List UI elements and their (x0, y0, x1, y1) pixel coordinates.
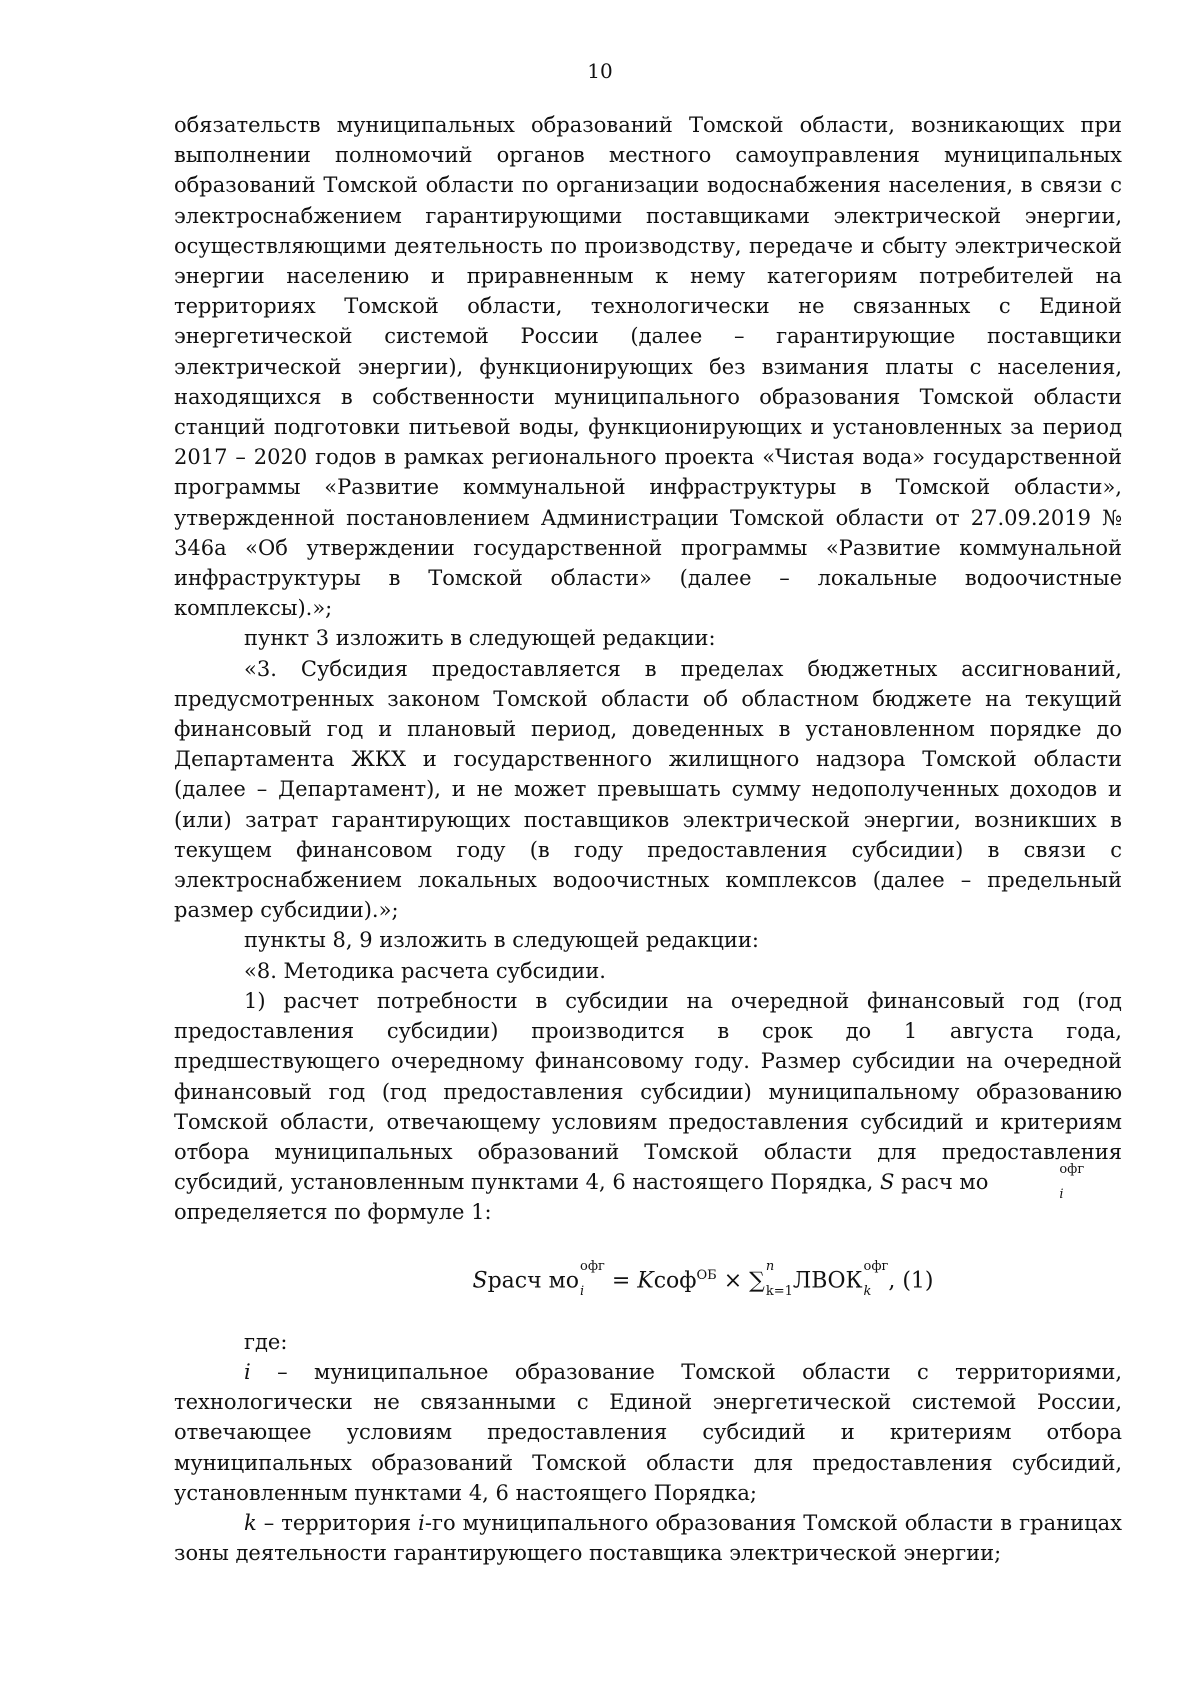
formula-1: Sрасч мо офг i = Kсоф$^{ОБ}$ × ∑ n k=1 ЛВОК офг k , (1) (472, 1258, 934, 1299)
paragraph-continuation: обязательств муниципальных образований Томской области, возникающих при выполнении полномочий органов местного самоуправления муниципальных образований Томской области по организации водоснабжения населения, в связи с электроснабжением гарантирующими поставщиками электрической энергии, осуществляющими деятельность по производству, передаче и сбыту электрической энергии населению и приравненным к нему категориям потребителей на территориях Томской области, технологически не связанных с Единой энергетической системой России (далее – гарантирующие поставщики электрической энергии), функционирующих без взимания платы с населения, находящихся в собственности муниципального образования Томской области станций подготовки питьевой воды, функционирующих и установленных за период 2017 – 2020 годов в рамках регионального проекта «Чистая вода» государственной программы «Развитие коммунальной инфраструктуры в Томской области», утвержденной постановлением Администрации Томской области от 27.09.2019 № 346а «Об утверждении государственной программы «Развитие коммунальной инфраструктуры в Томской области» (далее – локальные водоочистные комплексы).»; (174, 113, 1122, 621)
page-number: 10 (587, 59, 613, 83)
inline-symbol-s-rasch-mo: S расч мо офг i (880, 1161, 1085, 1202)
definition-i: i – муниципальное образование Томской области с территориями, технологически не связанными с Единой энергетической системой России, отвечающее условиям предоставления субсидий и критериям отбора муниципальных образований Томской области для предоставления субсидий, установленным пунктами 4, 6 настоящего Порядка; (174, 1360, 1122, 1505)
paragraph-points-8-9-intro: пункты 8, 9 изложить в следующей редакции: (244, 928, 759, 953)
paragraph-subpoint-1 (174, 986, 1122, 1202)
paragraph-where: где: (244, 1329, 288, 1354)
paragraph-formula-intro: определяется по формуле 1: (174, 1200, 492, 1225)
document-body (174, 110, 1122, 1568)
definition-k: k – территория i-го муниципального образования Томской области в границах зоны деятельности гарантирующего поставщика электрической энергии; (174, 1511, 1122, 1566)
paragraph-point-3-intro: пункт 3 изложить в следующей редакции: (244, 626, 716, 651)
paragraph-point-3: «3. Субсидия предоставляется в пределах бюджетных ассигнований, предусмотренных законом Томской области об областном бюджете на текущий финансовый год и плановый период, доведенных в установленном порядке до Департамента ЖКХ и государственного жилищного надзора Томской области (далее – Департамент), и не может превышать сумму недополученных доходов и (или) затрат гарантирующих поставщиков электрической энергии, возникших в текущем финансовом году (в году предоставления субсидии) в связи с электроснабжением локальных водоочистных комплексов (далее – предельный размер субсидии).»; (174, 656, 1122, 923)
paragraph-point-8-title: «8. Методика расчета субсидии. (244, 958, 606, 983)
subpoint-1-text: 1) расчет потребности в субсидии на очередной финансовый год (год предоставления субсидии) производится в срок до 1 августа года, предшествующего очередному финансовому году. Размер субсидии на очередной финансовый год (год предоставления субсидии) муниципальному образованию Томской области, отвечающему условиям предоставления субсидий и критериям отбора муниципальных образований Томской области для предоставления субсидий, установленным пунктами 4, 6 настоящего Порядка, (174, 988, 1122, 1195)
